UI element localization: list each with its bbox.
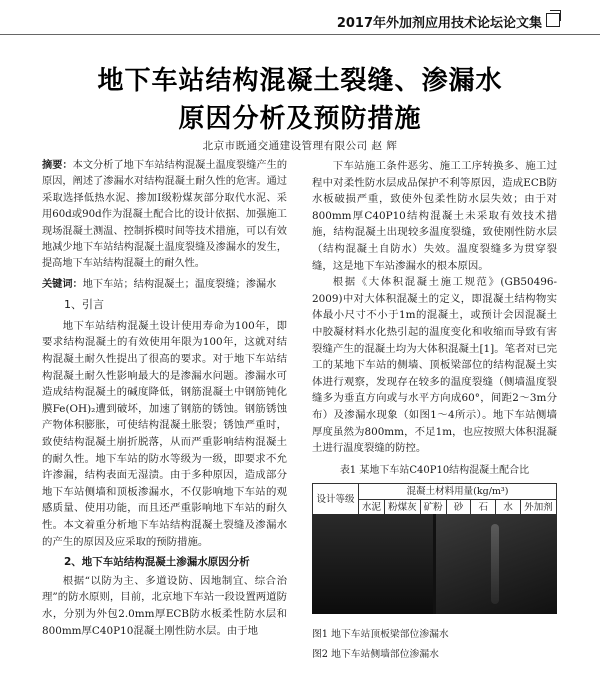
section-2-paragraph: 根据“以防为主、多道设防、因地制宜、综合治理”的防水原则，目前，北京地下车站一段设置两道防水，分别为外包2.0mm厚ECB防水板柔性防水层和800mm厚C40P10混凝土刚性防水层。由于地 [42, 574, 287, 637]
col-header: 水 [496, 500, 521, 516]
col-header: 砂 [446, 500, 471, 516]
proceedings-title: 2017年外加剂应用技术论坛论文集 [336, 16, 542, 31]
design-grade-header: 设计等级 [313, 484, 359, 516]
right-column [312, 158, 557, 532]
section-2-heading: 2、地下车站结构混凝土渗漏水原因分析 [64, 556, 250, 569]
header-rule [0, 34, 600, 35]
paper-title [0, 62, 600, 138]
material-group-header: 混凝土材料用量(kg/m³) [359, 484, 557, 500]
author-affiliation: 北京市既通交通建设管理有限公司 赵 辉 [202, 140, 398, 152]
table-caption: 表1 某地下车站C40P10结构混凝土配合比 [339, 464, 530, 476]
abstract-text: 本文分析了地下车站结构混凝土温度裂缝产生的原因，阐述了渗漏水对结构混凝土耐久性的危害。通过采取选择低热水泥、掺加Ⅰ级粉煤灰部分取代水泥、采用60d或90d作为混凝土配合比的设计依据、加强施工现场混凝土测温、控制拆模时间等技术措施，可以有效地减少地下车站结构混凝土温度裂缝及渗漏水的发生，提高地下车站结构混凝土的耐久性。 [42, 160, 288, 270]
running-header [0, 10, 600, 34]
figure-photos [312, 514, 557, 614]
figure-2-caption: 图2 地下车站侧墙部位渗漏水 [312, 649, 439, 660]
col-header: 外加剂 [521, 500, 557, 516]
keywords-label: 关键词： [42, 278, 83, 290]
roof-beam-leak-photo [312, 514, 433, 614]
figure-1-caption: 图1 地下车站顶板梁部位渗漏水 [312, 629, 449, 640]
section-1-paragraph: 地下车站结构混凝土设计使用寿命为100年，即要求结构混凝土的有效使用年限为100年，这就对结构混凝土耐久性提出了很高的要求。对于地下车站结构混凝土耐久性影响最大的是渗漏水问题。渗漏水可造成结构混凝土的碱度降低，钢筋混凝土中钢筋钝化膜Fe(OH)₂遭到破坏，加速了钢筋的锈蚀。钢筋锈蚀产物体积膨胀，可使结构混凝土胀裂；锈蚀严重时，致使结构混凝土崩折脱落，从而严重影响结构混凝土的耐久性。地下车站的防水等级为一级，即要求不允许渗漏，结构表面无湿渍。由于多种原因，造成部分地下车站侧墙和顶板渗漏水，不仅影响地下车站的观感质量、使用功能，而且还严重影响地下车站的耐久性。本文着重分析地下车站结构混凝土裂缝及渗漏水的产生的原因及应采取的预防措施。 [42, 319, 287, 548]
abstract-label: 摘要： [42, 160, 73, 171]
left-column [42, 158, 287, 639]
col-header: 粉煤灰 [384, 500, 420, 516]
col-header: 水泥 [359, 500, 385, 516]
title-line-2: 原因分析及预防措施 [178, 104, 422, 134]
book-icon [546, 13, 560, 27]
col-header: 石 [471, 500, 496, 516]
col-header: 矿粉 [420, 500, 446, 516]
keywords [42, 277, 287, 293]
title-line-1: 地下车站结构混凝土裂缝、渗漏水 [97, 66, 503, 96]
side-wall-leak-photo [436, 514, 557, 614]
table-header-row [313, 484, 557, 500]
abstract [42, 158, 287, 273]
section-1-heading: 1、引言 [64, 298, 104, 312]
keywords-text: 地下车站；结构混凝土；温度裂缝；渗漏水 [82, 278, 277, 290]
right-paragraph-1: 下车站施工条件恶劣、施工工序转换多、施工过程中对柔性防水层成品保护不利等原因，造成ECB防水板破损严重，致使外包柔性防水层失效；由于对800mm厚C40P10结构混凝土未采取有效技术措施，结构混凝土出现较多温度裂缝，致使刚性防水层（结构混凝土自防水）失效。温度裂缝多为贯穿裂缝，这是地下车站渗漏水的根本原因。 [312, 160, 557, 272]
right-paragraph-2: 根据《大体积混凝土施工规范》(GB50496-2009)中对大体积混凝土的定义，即混凝土结构物实体最小尺寸不小于1m的混凝土，或预计会因混凝土中胶凝材料水化热引起的温度变化和收缩而导致有害裂缝产生的混凝土均为大体积混凝土[1]。笔者对已完工的某地下车站的侧墙、顶板梁部位的结构混凝土实体进行观察，发现存在较多的温度裂缝（侧墙温度裂缝多为垂直方向或与水平方向成60°，间距2～3m分布）及渗漏水现象（如图1～4所示）。地下车站侧墙厚度虽然为800mm，不足1m，也应按照大体积混凝土进行温度裂缝的防控。 [312, 276, 557, 455]
